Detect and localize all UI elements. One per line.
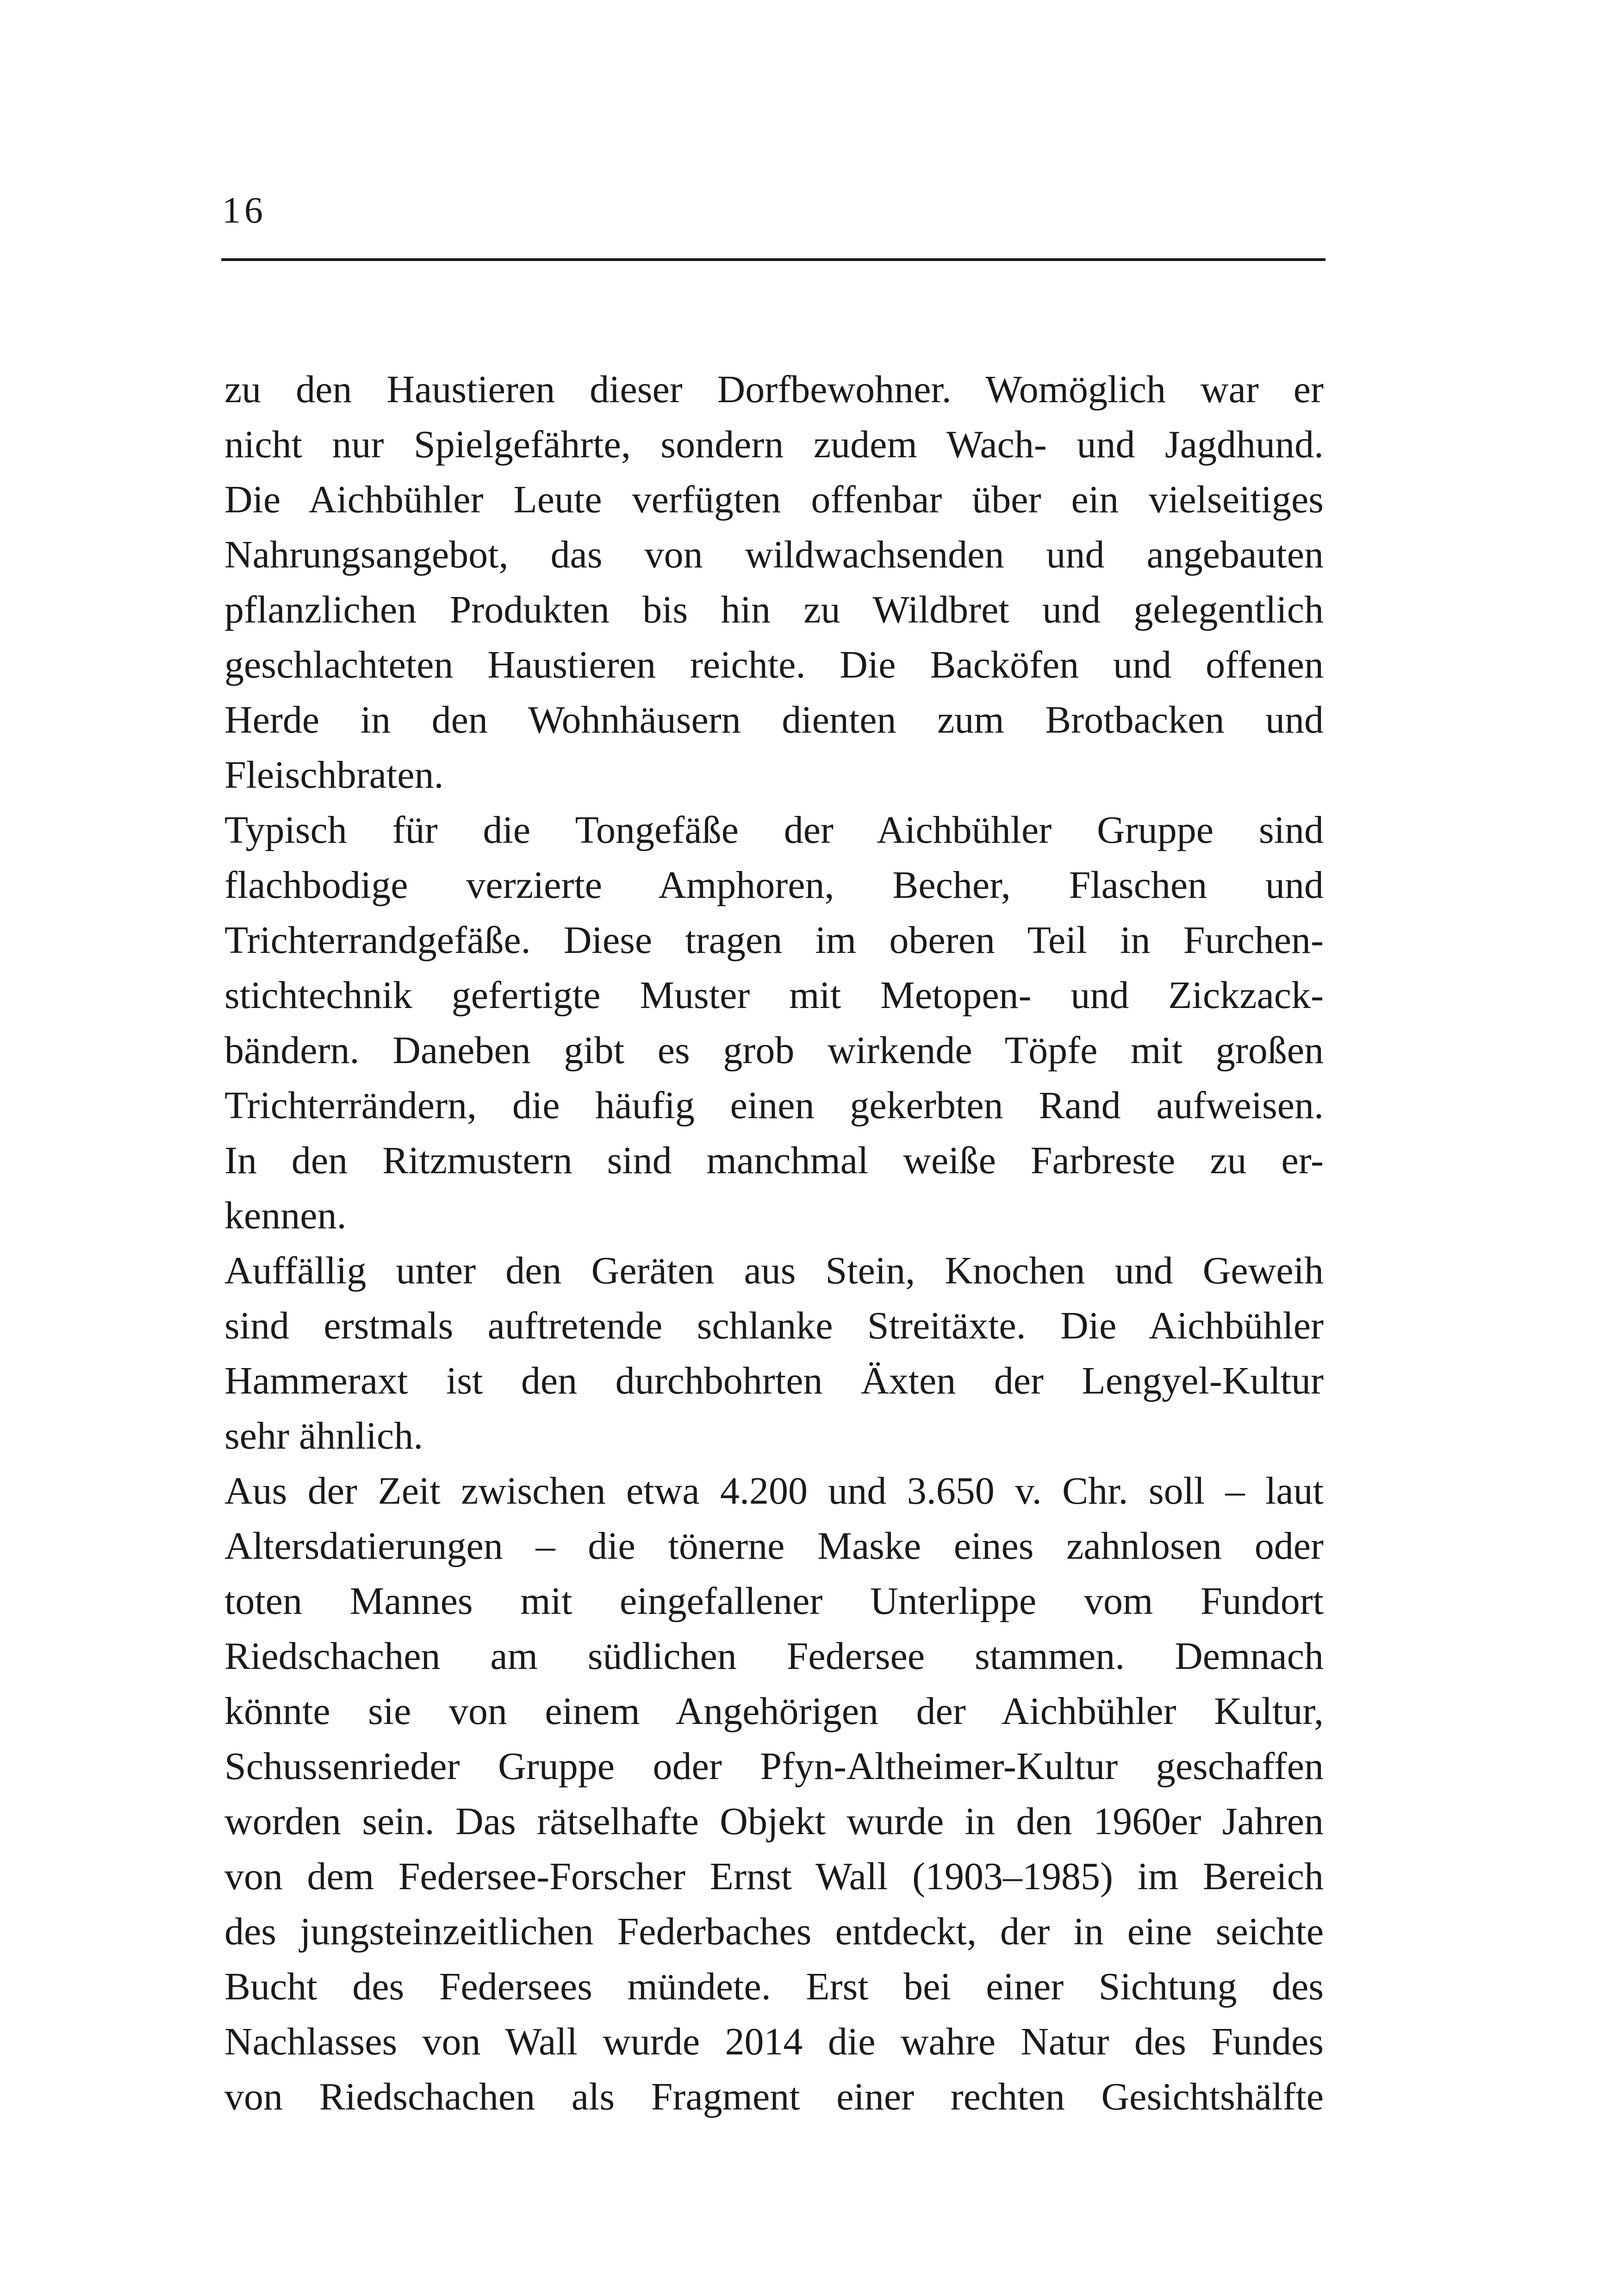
- text-line: sehr ähnlich.: [224, 1414, 423, 1457]
- text-line: Hammeraxt ist den durchbohrten Äxten der Lengyel-Kultur: [224, 1359, 1324, 1402]
- body-text: [224, 362, 1324, 2124]
- page-number: 16: [222, 190, 267, 231]
- text-line: worden sein. Das rätselhafte Objekt wurde in den 1960er Jahren: [224, 1800, 1324, 1843]
- text-line: Schussenrieder Gruppe oder Pfyn-Altheimer-Kultur geschaffen: [224, 1745, 1324, 1788]
- text-line: zu den Haustieren dieser Dorfbewohner. Womöglich war er: [224, 368, 1324, 411]
- text-line: Fleischbraten.: [224, 753, 444, 796]
- text-line: toten Mannes mit eingefallener Unterlippe vom Fundort: [224, 1580, 1324, 1623]
- text-line: nicht nur Spielgefährte, sondern zudem Wach- und Jagdhund.: [224, 423, 1324, 466]
- text-line: Trichterrändern, die häufig einen gekerbten Rand aufweisen.: [224, 1084, 1324, 1127]
- text-line: Herde in den Wohnhäusern dienten zum Brotbacken und: [224, 698, 1324, 741]
- text-line: des jungsteinzeitlichen Federbaches entdeckt, der in eine seichte: [224, 1910, 1324, 1953]
- paragraph: [224, 1463, 1324, 2124]
- text-line: Nahrungsangebot, das von wildwachsenden und angebauten: [224, 533, 1324, 576]
- text-line: von dem Federsee-Forscher Ernst Wall (1903–1985) im Bereich: [224, 1855, 1324, 1898]
- text-line: Bucht des Federsees mündete. Erst bei einer Sichtung des: [224, 1965, 1324, 2008]
- text-line: Altersdatierungen – die tönerne Maske eines zahnlosen oder: [224, 1524, 1324, 1568]
- paragraph: [224, 362, 1324, 803]
- text-line: von Riedschachen als Fragment einer rechten Gesichtshälfte: [224, 2075, 1324, 2118]
- text-line: stichtechnik gefertigte Muster mit Metopen- und Zickzack-: [224, 974, 1324, 1017]
- header-rule: [221, 258, 1326, 261]
- text-line: geschlachteten Haustieren reichte. Die Backöfen und offenen: [224, 643, 1324, 686]
- paragraph: [224, 803, 1324, 1243]
- text-line: Typisch für die Tongefäße der Aichbühler Gruppe sind: [224, 809, 1324, 852]
- text-line: Auffällig unter den Geräten aus Stein, Knochen und Geweih: [224, 1249, 1324, 1292]
- text-line: bändern. Daneben gibt es grob wirkende Töpfe mit großen: [224, 1029, 1324, 1072]
- text-line: In den Ritzmustern sind manchmal weiße Farbreste zu er-: [224, 1139, 1324, 1182]
- text-line: Aus der Zeit zwischen etwa 4.200 und 3.650 v. Chr. soll – laut: [224, 1469, 1324, 1512]
- text-line: flachbodige verzierte Amphoren, Becher, Flaschen und: [224, 864, 1324, 907]
- text-line: könnte sie von einem Angehörigen der Aichbühler Kultur,: [224, 1690, 1324, 1733]
- text-line: sind erstmals auftretende schlanke Streitäxte. Die Aichbühler: [224, 1304, 1324, 1347]
- text-line: Nachlasses von Wall wurde 2014 die wahre Natur des Fundes: [224, 2020, 1324, 2063]
- text-line: pflanzlichen Produkten bis hin zu Wildbret und gelegentlich: [224, 588, 1324, 631]
- text-line: Die Aichbühler Leute verfügten offenbar über ein vielseitiges: [224, 478, 1324, 521]
- paragraph: [224, 1243, 1324, 1463]
- text-line: Riedschachen am südlichen Federsee stammen. Demnach: [224, 1635, 1324, 1678]
- text-line: Trichterrandgefäße. Diese tragen im oberen Teil in Furchen-: [224, 919, 1324, 962]
- text-line: kennen.: [224, 1194, 347, 1237]
